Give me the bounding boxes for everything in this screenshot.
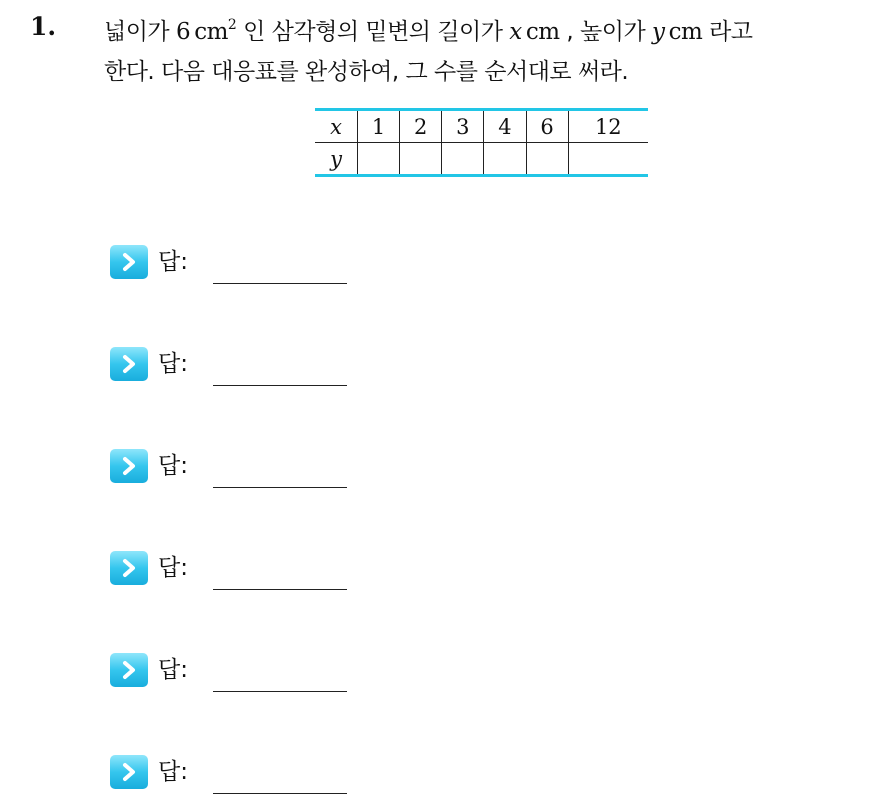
chevron-right-icon bbox=[110, 245, 148, 279]
answer-blank[interactable] bbox=[213, 691, 347, 692]
question-number: 1. bbox=[30, 12, 57, 41]
area-unit: cm bbox=[194, 19, 228, 45]
area-value: 6 bbox=[175, 19, 191, 45]
text-segment: 인 삼각형의 밑변의 길이가 bbox=[236, 19, 510, 45]
x-value-cell: 4 bbox=[484, 110, 526, 143]
row-label-x: x bbox=[315, 110, 358, 143]
y-value-cell[interactable] bbox=[442, 143, 484, 176]
answer-label: 답: bbox=[158, 453, 188, 479]
x-value-cell: 1 bbox=[358, 110, 400, 143]
base-unit: cm bbox=[525, 19, 560, 45]
correspondence-table-wrapper bbox=[315, 108, 648, 177]
height-unit: cm bbox=[668, 19, 703, 45]
x-value-cell: 2 bbox=[400, 110, 442, 143]
answer-label: 답: bbox=[158, 759, 188, 785]
table-row-x bbox=[315, 110, 648, 143]
answer-blank[interactable] bbox=[213, 283, 347, 284]
answer-blank[interactable] bbox=[213, 793, 347, 794]
y-value-cell[interactable] bbox=[526, 143, 568, 176]
chevron-right-icon bbox=[110, 755, 148, 789]
base-variable: x bbox=[509, 19, 522, 45]
x-value-cell: 12 bbox=[568, 110, 648, 143]
y-value-cell[interactable] bbox=[484, 143, 526, 176]
height-variable: y bbox=[651, 19, 665, 45]
question-line-1 bbox=[104, 12, 874, 52]
answer-label: 답: bbox=[158, 249, 188, 275]
chevron-right-icon bbox=[110, 551, 148, 585]
row-label-y: y bbox=[330, 146, 342, 171]
question-line-2: 한다. 다음 대응표를 완성하여, 그 수를 순서대로 써라. bbox=[104, 59, 629, 85]
question-text bbox=[104, 12, 874, 92]
x-value-cell: 3 bbox=[442, 110, 484, 143]
answer-blank[interactable] bbox=[213, 385, 347, 386]
correspondence-table bbox=[315, 108, 648, 177]
chevron-right-icon bbox=[110, 347, 148, 381]
table-row-y bbox=[315, 143, 648, 176]
y-value-cell[interactable] bbox=[568, 143, 648, 176]
text-segment: , 높이가 bbox=[559, 19, 652, 45]
text-segment: 넓이가 bbox=[104, 19, 176, 45]
text-segment: 라고 bbox=[702, 19, 753, 45]
chevron-right-icon bbox=[110, 653, 148, 687]
answer-blank[interactable] bbox=[213, 589, 347, 590]
y-value-cell[interactable] bbox=[400, 143, 442, 176]
answer-label: 답: bbox=[158, 555, 188, 581]
y-value-cell[interactable] bbox=[358, 143, 400, 176]
chevron-right-icon bbox=[110, 449, 148, 483]
answer-label: 답: bbox=[158, 657, 188, 683]
x-value-cell: 6 bbox=[526, 110, 568, 143]
answer-blank[interactable] bbox=[213, 487, 347, 488]
area-exponent: 2 bbox=[227, 17, 237, 33]
answer-label: 답: bbox=[158, 351, 188, 377]
